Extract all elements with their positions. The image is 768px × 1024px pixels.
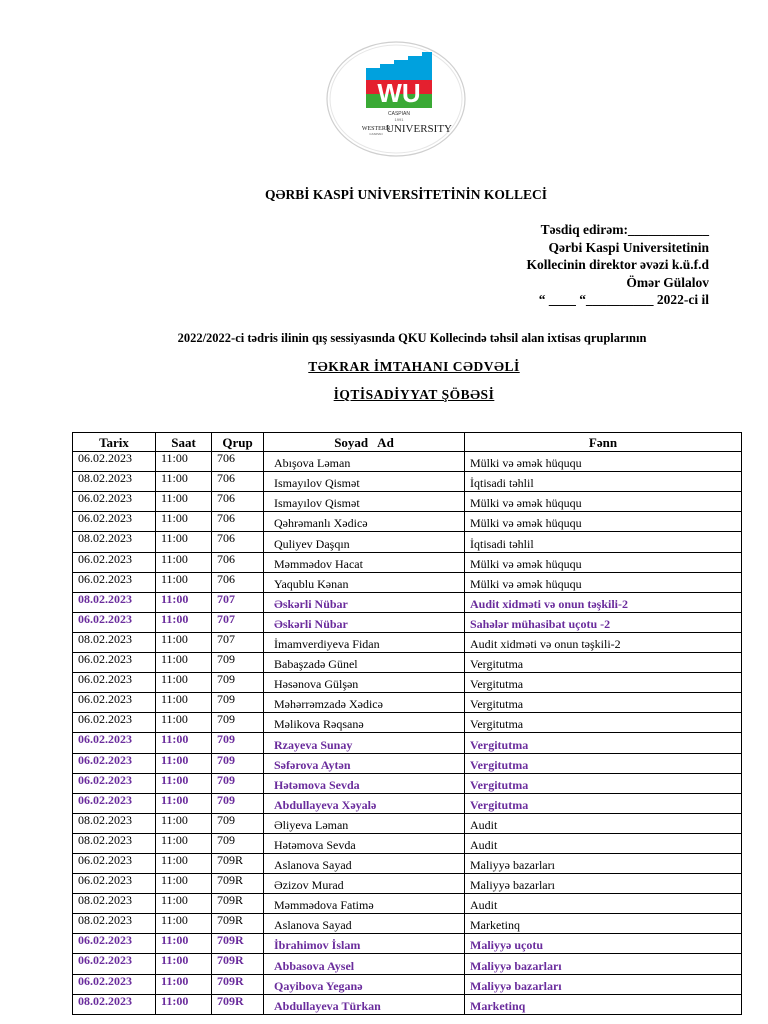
subject-cell: Maliyyə uçotu (465, 934, 742, 954)
group-cell: 706 (212, 512, 264, 532)
date-cell: 08.02.2023 (73, 894, 156, 914)
table-row (73, 914, 742, 934)
group-cell: 709R (212, 974, 264, 994)
subject-cell: Audit xidməti və onun təşkili-2 (465, 592, 742, 612)
approval-line: Təsdiq edirəm:____________ (540, 222, 709, 237)
date-cell: 08.02.2023 (73, 592, 156, 612)
logo-year: 1991 (394, 117, 404, 122)
time-cell: 11:00 (156, 452, 212, 472)
group-cell: 709R (212, 914, 264, 934)
date-cell: 06.02.2023 (73, 653, 156, 673)
subject-cell: Vergitutma (465, 693, 742, 713)
name-cell: Məhərrəmzadə Xədicə (264, 693, 465, 713)
date-cell: 06.02.2023 (73, 874, 156, 894)
table-header-row (73, 433, 742, 452)
group-cell: 709R (212, 934, 264, 954)
exam-schedule-table (72, 432, 742, 1015)
name-cell: Aslanova Sayad (264, 853, 465, 873)
logo-emblem (326, 40, 466, 158)
subject-cell: Mülki və əmək hüququ (465, 552, 742, 572)
time-cell: 11:00 (156, 874, 212, 894)
date-cell: 06.02.2023 (73, 452, 156, 472)
subject-cell: Maliyyə bazarları (465, 853, 742, 873)
subject-cell: Vergitutma (465, 713, 742, 733)
subject-cell: Vergitutma (465, 673, 742, 693)
name-cell: Quliyev Daşqın (264, 532, 465, 552)
subject-cell: Vergitutma (465, 793, 742, 813)
group-cell: 709 (212, 653, 264, 673)
table-row (73, 994, 742, 1014)
table-row (73, 853, 742, 873)
table-row (73, 612, 742, 632)
subject-cell: Vergitutma (465, 773, 742, 793)
time-cell: 11:00 (156, 994, 212, 1014)
table-row (73, 894, 742, 914)
group-cell: 706 (212, 552, 264, 572)
table-row (73, 833, 742, 853)
time-cell: 11:00 (156, 753, 212, 773)
subject-cell: Vergitutma (465, 753, 742, 773)
group-cell: 709R (212, 874, 264, 894)
time-cell: 11:00 (156, 974, 212, 994)
approval-line: Qərbi Kaspi Universitetinin (548, 239, 709, 255)
table-row (73, 632, 742, 652)
table-row (73, 934, 742, 954)
name-cell: Məmmədov Hacat (264, 552, 465, 572)
column-header-subject: Fənn (465, 433, 742, 452)
name-cell: İbrahimov İslam (264, 934, 465, 954)
time-cell: 11:00 (156, 552, 212, 572)
time-cell: 11:00 (156, 894, 212, 914)
subject-cell: Audit (465, 813, 742, 833)
subject-cell: Mülki və əmək hüququ (465, 492, 742, 512)
subject-cell: Vergitutma (465, 653, 742, 673)
time-cell: 11:00 (156, 954, 212, 974)
table-row (73, 974, 742, 994)
table-body (73, 452, 742, 1015)
subject-cell: İqtisadi təhlil (465, 472, 742, 492)
subject-cell: Audit (465, 833, 742, 853)
table-row (73, 713, 742, 733)
approval-line: Kollecinin direktor əvəzi k.ü.f.d (526, 257, 709, 272)
table-row (73, 673, 742, 693)
name-cell: Yaqublu Kənan (264, 572, 465, 592)
name-cell: İmamverdiyeva Fidan (264, 632, 465, 652)
schedule-title: TƏKRAR İMTAHANI CƏDVƏLİ (308, 359, 520, 374)
column-header-name: Soyad Ad (264, 433, 465, 452)
group-cell: 709R (212, 954, 264, 974)
date-cell: 06.02.2023 (73, 793, 156, 813)
table-row (73, 472, 742, 492)
time-cell: 11:00 (156, 934, 212, 954)
date-cell: 06.02.2023 (73, 713, 156, 733)
table-row (73, 753, 742, 773)
time-cell: 11:00 (156, 572, 212, 592)
date-cell: 06.02.2023 (73, 673, 156, 693)
subject-cell: Audit xidməti və onun təşkili-2 (465, 632, 742, 652)
name-cell: Səfərova Aytən (264, 753, 465, 773)
group-cell: 709R (212, 853, 264, 873)
time-cell: 11:00 (156, 472, 212, 492)
table-row (73, 733, 742, 753)
approval-block (526, 221, 709, 309)
column-header-time: Saat (156, 433, 212, 452)
department-title: İQTİSADİYYAT ŞÖBƏSİ (333, 387, 495, 402)
date-cell: 08.02.2023 (73, 632, 156, 652)
table-row (73, 874, 742, 894)
date-cell: 08.02.2023 (73, 914, 156, 934)
time-cell: 11:00 (156, 713, 212, 733)
name-cell: Abbasova Aysel (264, 954, 465, 974)
date-cell: 06.02.2023 (73, 733, 156, 753)
name-cell: Məmmədova Fatimə (264, 894, 465, 914)
name-cell: Abdullayeva Xəyalə (264, 793, 465, 813)
table-row (73, 773, 742, 793)
time-cell: 11:00 (156, 673, 212, 693)
table-row (73, 512, 742, 532)
name-cell: Abdullayeva Türkan (264, 994, 465, 1014)
name-cell: Aslanova Sayad (264, 914, 465, 934)
name-cell: Qayibova Yeganə (264, 974, 465, 994)
name-cell: Əskərli Nübar (264, 612, 465, 632)
logo-university: UNIVERSITY (386, 123, 452, 135)
approval-line: Ömər Gülalov (626, 274, 709, 290)
subject-cell: Maliyyə bazarları (465, 874, 742, 894)
name-cell: Həsənova Gülşən (264, 673, 465, 693)
time-cell: 11:00 (156, 532, 212, 552)
time-cell: 11:00 (156, 653, 212, 673)
name-cell: Hətəmova Sevda (264, 833, 465, 853)
name-cell: Rzayeva Sunay (264, 733, 465, 753)
logo-western: WESTERN (361, 126, 391, 132)
group-cell: 706 (212, 572, 264, 592)
group-cell: 706 (212, 532, 264, 552)
college-title: QƏRBİ KASPİ UNİVERSİTETİNİN KOLLECİ (265, 187, 547, 202)
table-row (73, 572, 742, 592)
subject-cell: Vergitutma (465, 733, 742, 753)
date-cell: 06.02.2023 (73, 753, 156, 773)
university-logo (326, 40, 466, 158)
group-cell: 709R (212, 994, 264, 1014)
table-row (73, 653, 742, 673)
column-header-date: Tarix (73, 433, 156, 452)
group-cell: 709R (212, 894, 264, 914)
table-row (73, 552, 742, 572)
date-cell: 06.02.2023 (73, 552, 156, 572)
date-cell: 08.02.2023 (73, 532, 156, 552)
group-cell: 707 (212, 632, 264, 652)
date-cell: 06.02.2023 (73, 492, 156, 512)
approval-line: “ ____ “__________ 2022-ci il (538, 292, 709, 307)
name-cell: Abışova Ləman (264, 452, 465, 472)
subject-cell: Mülki və əmək hüququ (465, 452, 742, 472)
table-row (73, 793, 742, 813)
subject-cell: Marketinq (465, 994, 742, 1014)
time-cell: 11:00 (156, 793, 212, 813)
name-cell: Əliyeva Ləman (264, 813, 465, 833)
group-cell: 709 (212, 733, 264, 753)
time-cell: 11:00 (156, 733, 212, 753)
column-header-group: Qrup (212, 433, 264, 452)
table-row (73, 592, 742, 612)
group-cell: 709 (212, 753, 264, 773)
date-cell: 06.02.2023 (73, 853, 156, 873)
date-cell: 06.02.2023 (73, 612, 156, 632)
time-cell: 11:00 (156, 592, 212, 612)
subject-cell: Maliyyə bazarları (465, 954, 742, 974)
time-cell: 11:00 (156, 813, 212, 833)
date-cell: 06.02.2023 (73, 693, 156, 713)
name-cell: Babaşzadə Günel (264, 653, 465, 673)
name-cell: Məlikova Rəqsanə (264, 713, 465, 733)
subject-cell: Sahələr mühasibat uçotu -2 (465, 612, 742, 632)
table-row (73, 532, 742, 552)
subject-cell: Audit (465, 894, 742, 914)
subject-cell: Mülki və əmək hüququ (465, 512, 742, 532)
group-cell: 709 (212, 833, 264, 853)
subject-cell: Mülki və əmək hüququ (465, 572, 742, 592)
time-cell: 11:00 (156, 512, 212, 532)
time-cell: 11:00 (156, 773, 212, 793)
table-row (73, 693, 742, 713)
date-cell: 08.02.2023 (73, 813, 156, 833)
time-cell: 11:00 (156, 693, 212, 713)
group-cell: 709 (212, 673, 264, 693)
date-cell: 06.02.2023 (73, 954, 156, 974)
date-cell: 08.02.2023 (73, 472, 156, 492)
time-cell: 11:00 (156, 833, 212, 853)
group-cell: 709 (212, 693, 264, 713)
subject-cell: İqtisadi təhlil (465, 532, 742, 552)
table-row (73, 813, 742, 833)
group-cell: 709 (212, 773, 264, 793)
subject-cell: Marketinq (465, 914, 742, 934)
group-cell: 706 (212, 492, 264, 512)
logo-arc-text: CASPIAN (388, 111, 410, 117)
table-row (73, 954, 742, 974)
time-cell: 11:00 (156, 632, 212, 652)
date-cell: 06.02.2023 (73, 773, 156, 793)
date-cell: 06.02.2023 (73, 572, 156, 592)
time-cell: 11:00 (156, 612, 212, 632)
name-cell: Ismayılov Qismət (264, 492, 465, 512)
group-cell: 706 (212, 452, 264, 472)
time-cell: 11:00 (156, 914, 212, 934)
table-row (73, 492, 742, 512)
name-cell: Hətəmova Sevda (264, 773, 465, 793)
session-line: 2022/2022-ci tədris ilinin qış sessiyasında QKU Kollecində təhsil alan ixtisas qruplarının (177, 331, 647, 345)
date-cell: 06.02.2023 (73, 512, 156, 532)
group-cell: 707 (212, 612, 264, 632)
logo-caspian-small: CASPIAN (369, 132, 383, 136)
date-cell: 06.02.2023 (73, 974, 156, 994)
table-row (73, 452, 742, 472)
group-cell: 709 (212, 713, 264, 733)
group-cell: 709 (212, 793, 264, 813)
time-cell: 11:00 (156, 492, 212, 512)
date-cell: 08.02.2023 (73, 994, 156, 1014)
time-cell: 11:00 (156, 853, 212, 873)
name-cell: Əzizov Murad (264, 874, 465, 894)
group-cell: 707 (212, 592, 264, 612)
date-cell: 06.02.2023 (73, 934, 156, 954)
date-cell: 08.02.2023 (73, 833, 156, 853)
name-cell: Ismayılov Qismət (264, 472, 465, 492)
name-cell: Qəhrəmanlı Xədicə (264, 512, 465, 532)
logo-mark-text: WU (377, 78, 421, 108)
name-cell: Əskərli Nübar (264, 592, 465, 612)
subject-cell: Maliyyə bazarları (465, 974, 742, 994)
group-cell: 706 (212, 472, 264, 492)
group-cell: 709 (212, 813, 264, 833)
